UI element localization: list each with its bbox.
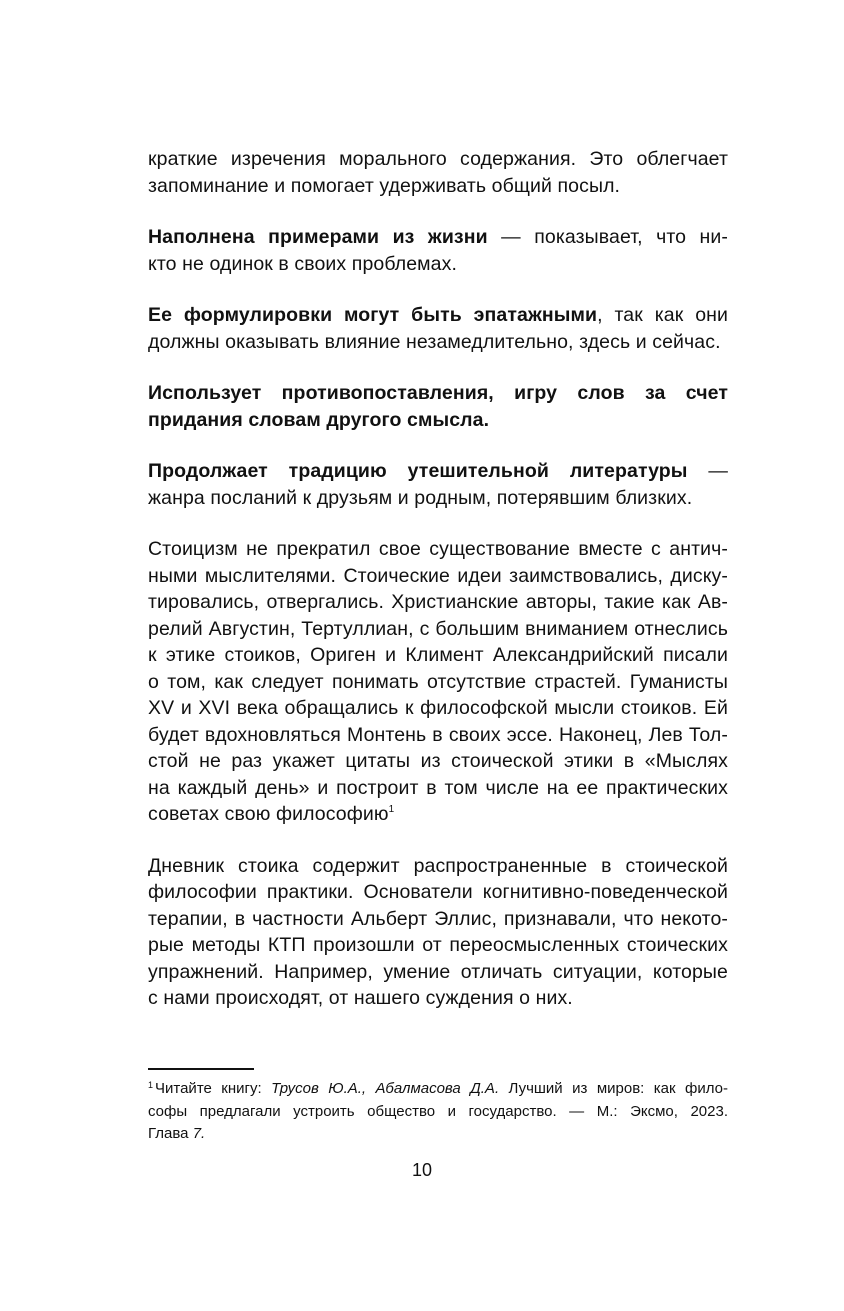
text-line: кто не одинок в своих проблемах. bbox=[148, 252, 457, 275]
text-line: релий Августин, Тертуллиан, с большим вниманием отнеслись bbox=[148, 617, 728, 640]
bold-lead: Ее формулировки могут быть эпатажными bbox=[148, 304, 598, 326]
footnote-authors: Трусов Ю.А., Абалмасова Д.А. bbox=[271, 1080, 500, 1097]
text-line: запоминание и помогает удерживать общий посыл. bbox=[148, 174, 621, 197]
text-fragment: советах свою философию bbox=[148, 803, 389, 825]
text-line: придания словам другого смысла. bbox=[148, 408, 490, 431]
text-line: упражнений. Например, умение отличать ситуации, которые bbox=[148, 960, 728, 983]
text-line: Дневник стоика содержит распространенные в стоической bbox=[148, 854, 728, 877]
text-fragment: Читайте книгу: bbox=[155, 1080, 272, 1097]
footnote-divider bbox=[148, 1068, 254, 1070]
page-number: 10 bbox=[411, 1160, 433, 1180]
text-fragment: Глава bbox=[148, 1125, 193, 1142]
paragraph-3 bbox=[148, 302, 728, 355]
paragraph-4 bbox=[148, 380, 728, 433]
text-line: будет вдохновляться Монтень в своих эссе. Наконец, Лев Тол- bbox=[148, 723, 728, 746]
text-line bbox=[148, 458, 728, 485]
text-line: должны оказывать влияние незамедлительно, здесь и сейчас. bbox=[148, 330, 721, 353]
text-line: терапии, в частности Альберт Эллис, признавали, что некото- bbox=[148, 907, 728, 930]
paragraph-2 bbox=[148, 224, 728, 277]
text-line: к этике стоиков, Ориген и Климент Александрийский писали bbox=[148, 644, 728, 666]
page-body bbox=[148, 146, 728, 1012]
paragraph-5 bbox=[148, 458, 728, 511]
footnote bbox=[148, 1078, 728, 1145]
footnote-line bbox=[148, 1123, 728, 1145]
text-line: Стоицизм не прекратил свое существование вместе с антич- bbox=[148, 538, 728, 560]
paragraph-7 bbox=[148, 853, 728, 1012]
text-line: жанра посланий к друзьям и родным, потерявшим близких. bbox=[148, 486, 693, 509]
text-line bbox=[148, 302, 728, 329]
text-line: философии практики. Основатели когнитивно-поведенческой bbox=[148, 881, 728, 903]
text-fragment: — bbox=[687, 460, 728, 482]
footnote-line bbox=[148, 1078, 728, 1101]
text-line bbox=[148, 224, 728, 251]
text-line: XV и XVI века обращались к философской мысли стоиков. Ей bbox=[148, 697, 728, 719]
text-line: с нами происходят, от нашего суждения о них. bbox=[148, 987, 573, 1009]
text-fragment: Лучший из миров: как фило- bbox=[499, 1080, 729, 1097]
bold-lead: Продолжает традицию утешительной литературы bbox=[148, 460, 688, 482]
paragraph-6 bbox=[148, 536, 728, 828]
text-line: ными мыслителями. Стоические идеи заимствовались, диску- bbox=[148, 564, 728, 587]
text-line: рые методы КТП произошли от переосмысленных стоических bbox=[148, 934, 728, 956]
text-line: о том, как следует понимать отсутствие страстей. Гуманисты bbox=[148, 670, 728, 693]
paragraph-1 bbox=[148, 146, 728, 199]
footnote-line: софы предлагали устроить общество и государство. — М.: Эксмо, 2023. bbox=[148, 1103, 728, 1120]
bold-lead: Наполнена примерами из жизни bbox=[148, 226, 488, 248]
text-line: Использует противопоставления, игру слов за счет bbox=[148, 382, 728, 404]
text-line: тировались, отвергались. Христианские авторы, такие как Ав- bbox=[148, 591, 728, 613]
text-line bbox=[148, 801, 728, 828]
text-line: стой не раз укажет цитаты из стоической этики в «Мыслях bbox=[148, 750, 728, 772]
text-fragment: , так как они bbox=[597, 304, 729, 326]
text-line: краткие изречения морального содержания. Это облегчает bbox=[148, 148, 728, 170]
footnote-reference[interactable]: 1 bbox=[388, 804, 395, 815]
text-fragment: 7. bbox=[192, 1125, 206, 1142]
text-line: на каждый день» и построит в том числе на ее практических bbox=[148, 776, 728, 799]
text-fragment: — показывает, что ни- bbox=[487, 226, 729, 248]
footnote-mark: 1 bbox=[148, 1080, 154, 1090]
